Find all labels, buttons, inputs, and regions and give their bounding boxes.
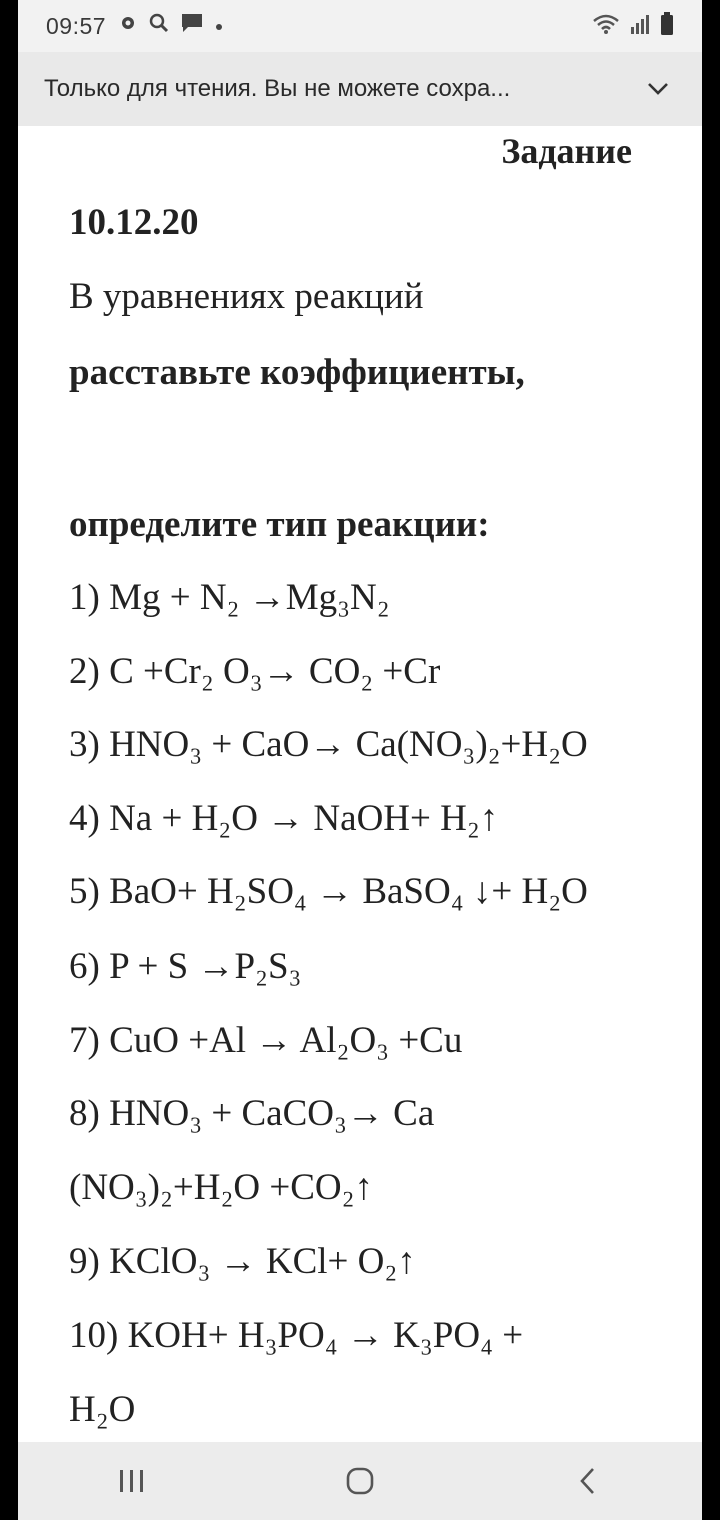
message-icon [180,12,204,40]
reaction-line: 7) CuO +Al → Al₂O₃ +Cu [69,1020,463,1061]
reaction-line: 6) P + S →P₂S₃ [69,946,302,987]
status-time: 09:57 [46,12,107,39]
document-date: 10.12.20 [69,202,199,243]
dot-icon [214,15,224,38]
reaction-line: 2) C +Cr₂ O₃→ CO₂ +Cr [69,651,441,692]
banner-text: Только для чтения. Вы не можете сохра... [44,75,511,102]
home-button[interactable] [320,1456,400,1506]
document-instruction-1: расставьте коэффициенты, [69,352,525,393]
reaction-line: 1) Mg + N₂ →Mg₃N₂ [69,577,390,618]
search-icon [148,12,170,40]
back-button[interactable] [548,1456,628,1506]
battery-icon [660,12,674,41]
wifi-icon [592,13,620,40]
status-bar [18,0,702,52]
document-instruction-2: определите тип реакции: [69,504,490,545]
read-only-banner[interactable] [18,52,702,126]
reaction-line: 9) KClO₃ → KCl+ O₂↑ [69,1241,416,1282]
settings-icon [118,13,138,39]
reaction-line: (NO₃)₂+H₂O +CO₂↑ [69,1167,374,1208]
reaction-line: H₂O [69,1389,136,1430]
document-intro: В уравнениях реакций [69,276,424,317]
chevron-down-icon[interactable] [640,71,676,107]
reaction-line: 10) KOH+ H₃PO₄ → K₃PO₄ + [69,1315,524,1356]
reaction-line: 8) HNO₃ + CaCO₃→ Ca [69,1093,435,1134]
reaction-line: 4) Na + H₂O → NaOH+ H₂↑ [69,798,499,839]
reaction-line: 5) BaO+ H₂SO₄ → BaSO₄ ↓+ H₂O [69,871,588,912]
navigation-bar [18,1442,702,1520]
status-icons-left [118,12,224,40]
phone-screen [18,0,702,1520]
document-view[interactable] [18,126,702,1442]
signal-icon [630,13,650,40]
status-icons-right [592,12,674,41]
recent-apps-button[interactable] [92,1456,172,1506]
reaction-line: 3) HNO₃ + CaO→ Ca(NO₃)₂+H₂O [69,724,588,765]
document-heading: Задание [501,131,632,171]
